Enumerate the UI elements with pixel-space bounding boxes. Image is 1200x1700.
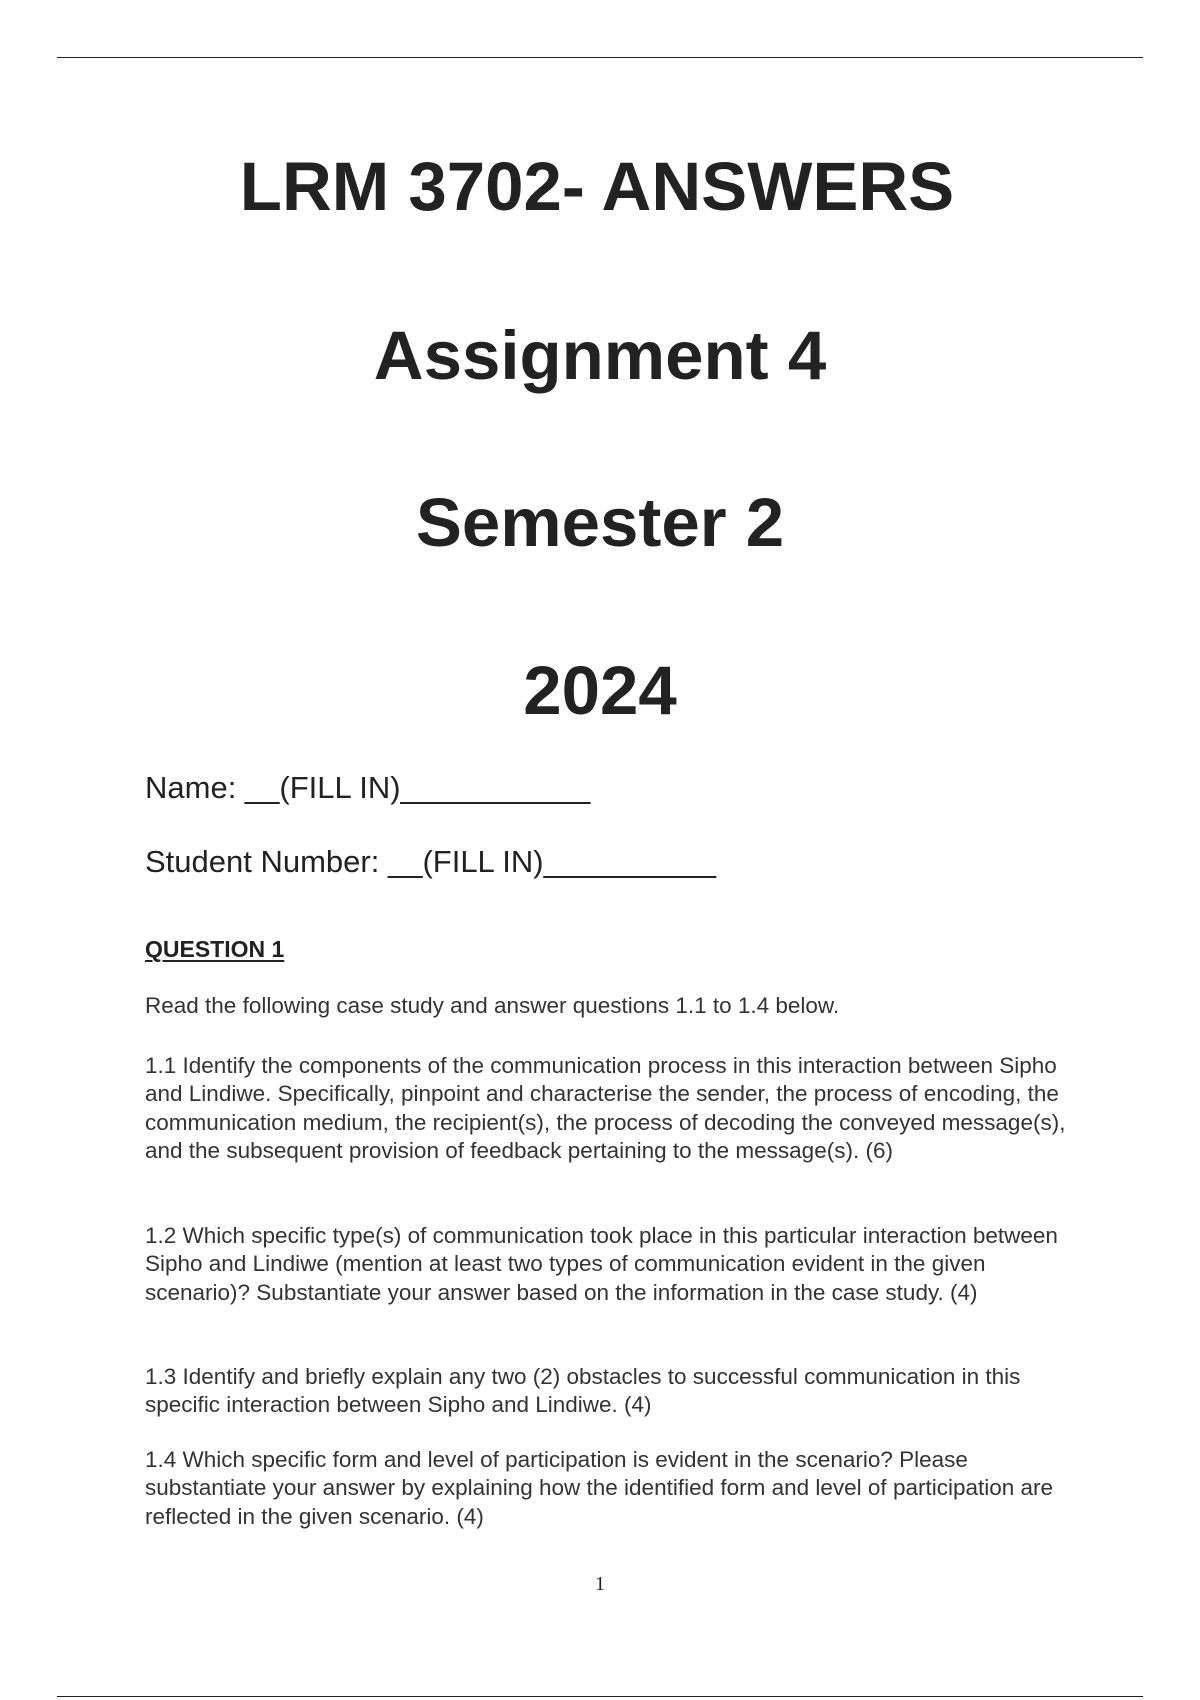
top-rule: [57, 57, 1143, 58]
document-title: LRM 3702- ANSWERS: [239, 148, 955, 225]
question-1-2: 1.2 Which specific type(s) of communication took place in this particular interaction between Sipho and Lindiwe (mention at least two types of communication evident in the given scenario)? Substantiate your answer based on the information in the case study. (4): [145, 1223, 1058, 1305]
intro-paragraph: Read the following case study and answer questions 1.1 to 1.4 below.: [145, 993, 840, 1018]
student-number-field: Student Number: __(FILL IN)__________: [145, 844, 716, 879]
section-heading: QUESTION 1: [145, 936, 285, 962]
assignment-title: Assignment 4: [373, 317, 827, 394]
page-number: 1: [595, 1573, 605, 1595]
bottom-rule: [57, 1696, 1143, 1697]
year-title: 2024: [523, 652, 677, 729]
semester-title: Semester 2: [415, 484, 785, 561]
question-1-1: 1.1 Identify the components of the communication process in this interaction between Sipho and Lindiwe. Specifically, pinpoint and characterise the sender, the process of encoding, the communication medium, the recipient(s), the process of decoding the conveyed message(s), and the subsequent provision of feedback pertaining to the message(s). (6): [145, 1053, 1066, 1163]
name-field: Name: __(FILL IN)___________: [145, 770, 591, 805]
question-1-3: 1.3 Identify and briefly explain any two (2) obstacles to successful communication in this specific interaction between Sipho and Lindiwe. (4): [145, 1364, 1021, 1418]
question-1-4: 1.4 Which specific form and level of participation is evident in the scenario? Please substantiate your answer by explaining how the identified form and level of participation are reflected in the given scenario. (4): [145, 1447, 1054, 1529]
